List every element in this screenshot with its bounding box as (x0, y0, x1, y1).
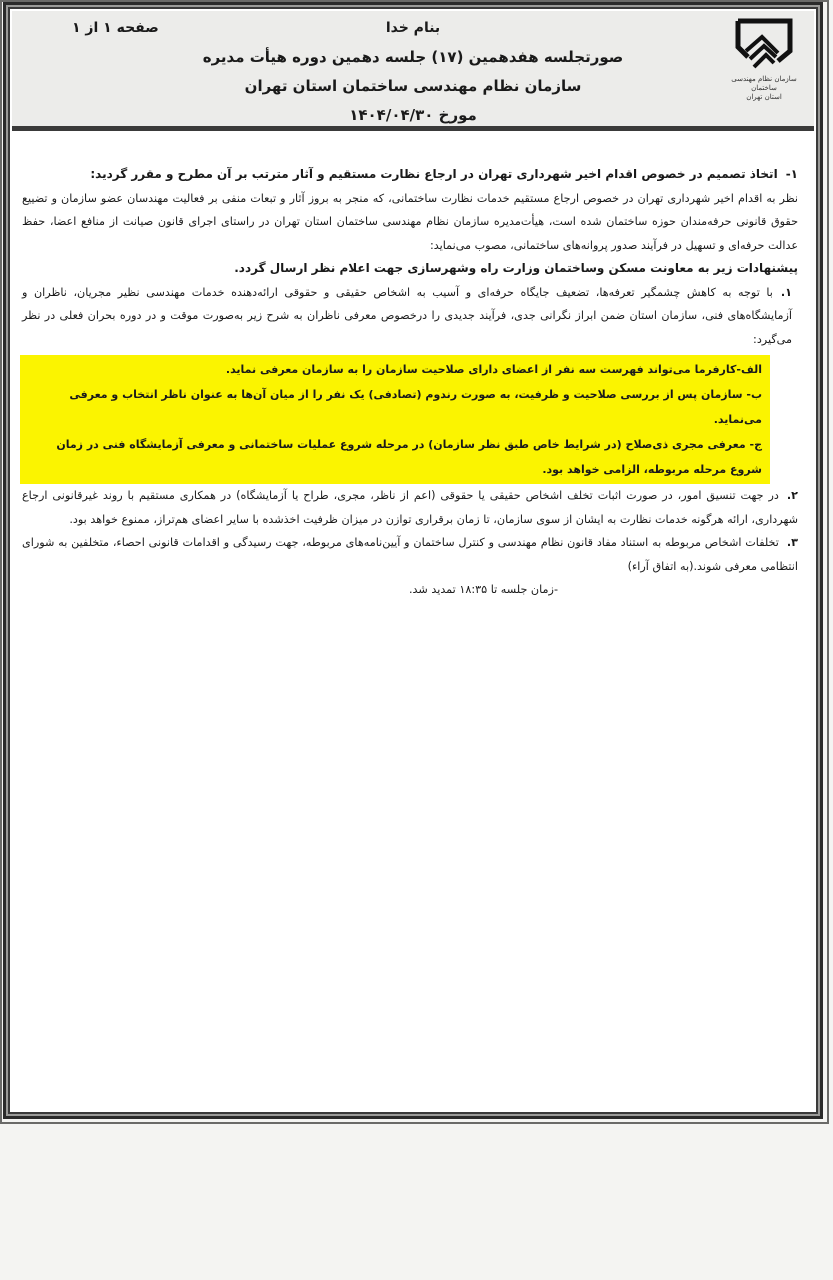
item-number: ۳. (786, 536, 798, 549)
organization-name: سازمان نظام مهندسی ساختمان استان تهران (244, 77, 582, 95)
highlight-line-jim: ج- معرفی مجری ذی‌صلاح (در شرایط خاص طبق نظر سازمان) در مرحله شروع عملیات ساختمانی و معرفی آزمایشگاه فنی در زمان شروع مرحله مربوطه، الزامی خواهد بود. (56, 438, 762, 476)
item-number: ۱. (780, 285, 792, 299)
header-titles (132, 11, 694, 130)
building-engineering-logo-icon (732, 17, 796, 73)
document-body (16, 163, 808, 602)
highlighted-block (20, 355, 770, 484)
logo-caption-line1: سازمان نظام مهندسی ساختمان (731, 75, 797, 92)
item-text: در جهت تنسیق امور، در صورت اثبات تخلف اشخاص حقیقی یا حقوقی (اعم از ناظر، مجری، طراح یا آزمایشگاه) در همکاری مستقیم با روند غیرقانونی ارجاع شهرداری، ارائه هرگونه خدمات نظارت به ایشان از سوی سازمان، تا زمان برقراری توازن در میزان ظرفیت اخذشده با سایر اعضای هم‌تراز، ممنوع خواهد بود. (22, 489, 798, 526)
invocation: بنام خدا (385, 20, 441, 36)
list-item (16, 531, 808, 578)
document-page (3, 2, 823, 1119)
item-text: تخلفات اشخاص مربوطه به استناد مفاد قانون نظام مهندسی و کنترل ساختمان و آیین‌نامه‌های مربوطه، جهت رسیدگی و اقدامات قانونی احصاء، متخلفین به شورای انتظامی معرفی شوند.(به اتفاق آراء) (22, 536, 798, 573)
item-number: ۲. (786, 489, 798, 502)
document-header (12, 11, 814, 131)
organization-logo (724, 17, 804, 117)
document-date: مورخ ۱۴۰۴/۰۴/۳۰ (349, 106, 477, 124)
item-text: با توجه به کاهش چشمگیر تعرفه‌ها، تضعیف جایگاه حرفه‌ای و آسیب به اشخاص حقیقی و حقوقی ارائه‌دهنده خدمات مهندسی نظیر مجریان، ناظران و آزمایشگاه‌های فنی، سازمان استان ضمن ابراز نگرانی جدی، فرآیند جدیدی را درخصوص معرفی ناظران به شرح زیر به‌صورت موقت و در دوره بحران فعلی در نظر می‌گیرد: (22, 285, 792, 346)
list-item (16, 484, 808, 531)
document-title: صورتجلسه هفدهمین (۱۷) جلسه دهمین دوره هیأت مدیره (202, 48, 624, 66)
highlight-line-alef: الف-کارفرما می‌تواند فهرست سه نفر از اعضای دارای صلاحیت سازمان را به سازمان معرفی نماید. (225, 363, 762, 376)
list-item (16, 281, 808, 352)
section1-heading (16, 163, 808, 187)
logo-caption-line2: استان تهران (746, 93, 782, 101)
section1-number: ۱- (785, 167, 798, 181)
logo-caption (724, 75, 804, 102)
section1-proposal: پیشنهادات زیر به معاونت مسکن وساختمان وزارت راه وشهرسازی جهت اعلام نظر ارسال گردد. (234, 261, 798, 275)
page-indicator: صفحه ۱ از ۱ (72, 20, 159, 36)
closing-note: -زمان جلسه تا ۱۸:۳۵ تمدید شد. (408, 583, 558, 596)
highlight-line-be: ب- سازمان پس از بررسی صلاحیت و ظرفیت، به صورت رندوم (تصادفی) یک نفر را از میان آن‌ها به عنوان ناظر انتخاب و معرفی می‌نماید. (69, 388, 762, 426)
section1-paragraph: نظر به اقدام اخیر شهرداری تهران در خصوص ارجاع مستقیم خدمات نظارت ساختمانی، که منجر به بروز آثار و تبعات منفی بر فعالیت مهندسان عضو سازمان و تضییع حقوق قانونی حرفه‌مندان حوزه ساختمان شده است، هیأت‌مدیره سازمان نظام مهندسی ساختمان استان تهران در راستای اجرای قانون صیانت از منافع اعضا، حفظ عدالت حرفه‌ای و تسهیل در فرآیند صدور پروانه‌های ساختمانی، مصوب می‌نماید: (22, 191, 798, 252)
section1-heading-text: اتخاذ تصمیم در خصوص اقدام اخیر شهرداری تهران در ارجاع نظارت مستقیم و آثار مترتب بر آن مطرح و مقرر گردید: (90, 167, 778, 181)
